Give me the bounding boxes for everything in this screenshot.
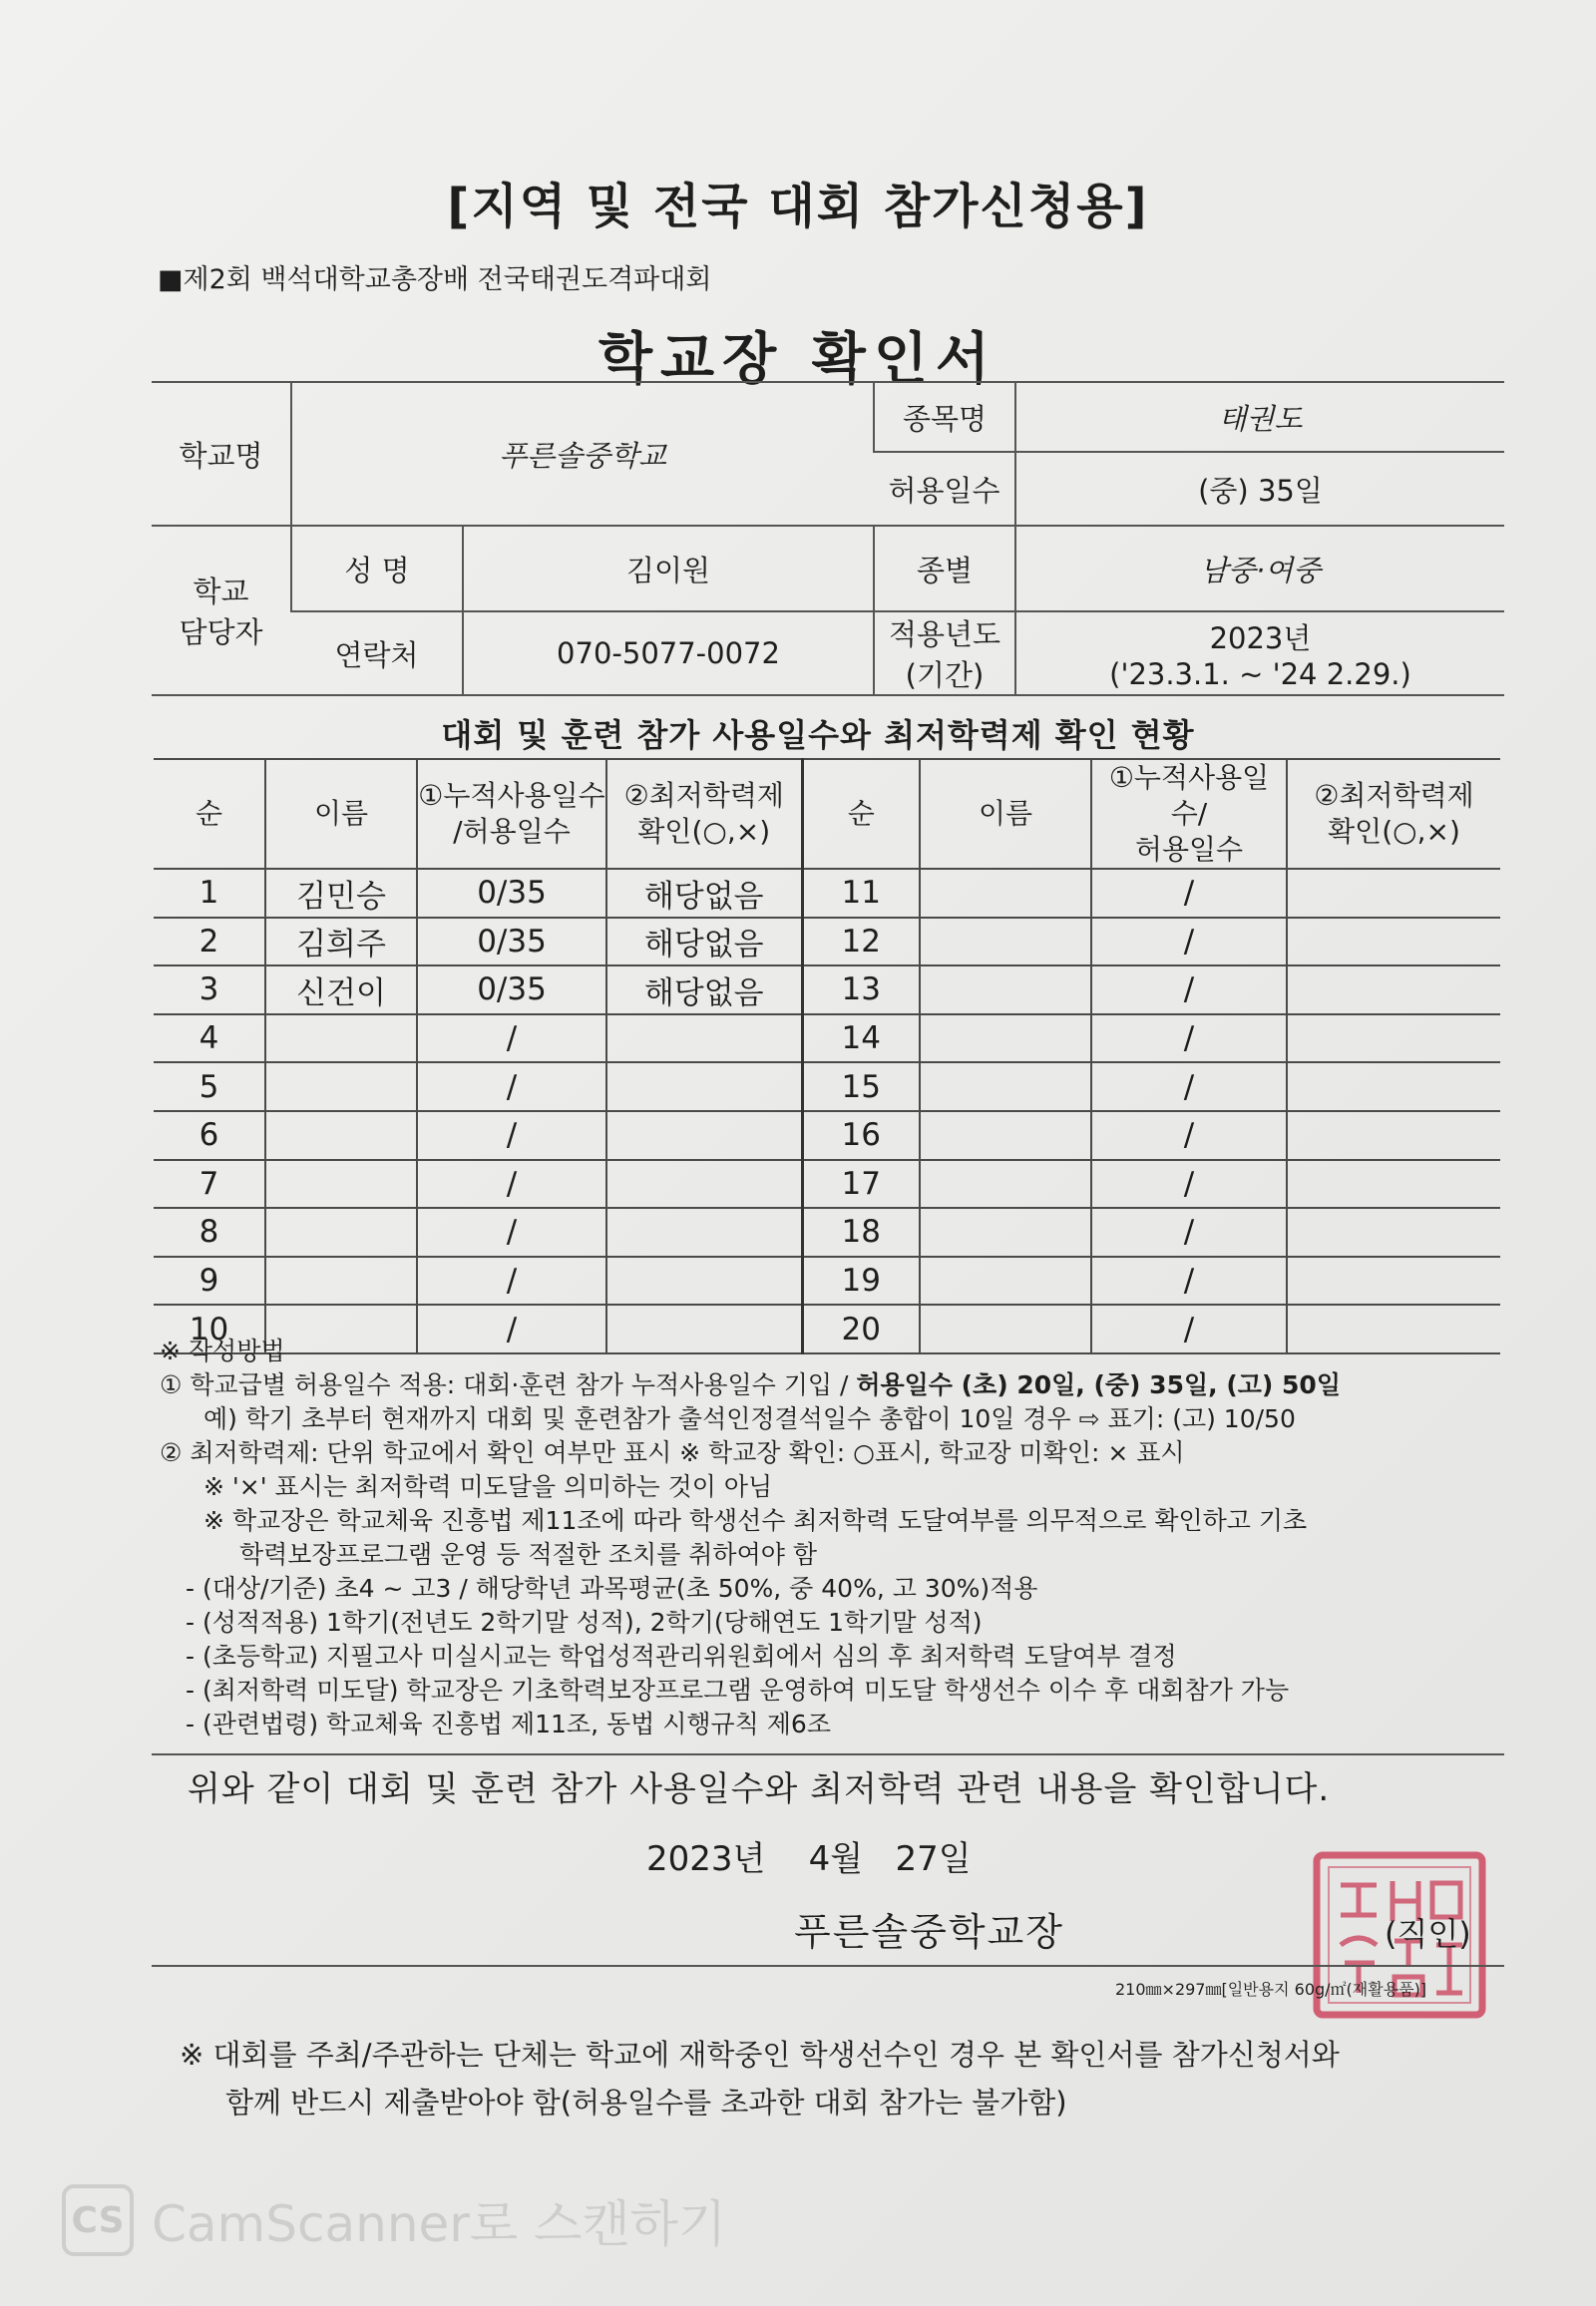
notes-heading: ※ 작성방법 <box>160 1337 285 1365</box>
min-achievement <box>606 1014 802 1063</box>
school-info-table <box>152 381 1504 696</box>
row-no: 3 <box>154 965 265 1014</box>
paper-spec: 210㎜×297㎜[일반용지 60g/㎡(재활용품)] <box>1115 1980 1427 1999</box>
year-value-line1: 2023년 <box>1209 620 1312 655</box>
header-days-right-line2: 허용일수 <box>1134 833 1244 866</box>
row-no-right: 18 <box>802 1208 920 1257</box>
min-achievement <box>606 1257 802 1306</box>
student-name-right <box>920 1014 1091 1063</box>
header-name-right: 이름 <box>920 759 1091 869</box>
seal-label: (직인) <box>1385 1915 1471 1953</box>
name-value: 김이원 <box>463 526 874 611</box>
min-achievement-right <box>1287 1160 1500 1209</box>
min-achievement-right <box>1287 1257 1500 1306</box>
row-no: 4 <box>154 1014 265 1063</box>
student-name: 신건이 <box>265 965 417 1014</box>
min-achievement-right <box>1287 1014 1500 1063</box>
min-achievement-right <box>1287 918 1500 966</box>
min-achievement-right <box>1287 1208 1500 1257</box>
min-achievement: 해당없음 <box>606 918 802 966</box>
table-row <box>154 1160 1500 1209</box>
school-label: 학교명 <box>152 382 291 526</box>
cumulative-days: / <box>417 1062 606 1111</box>
header-no: 순 <box>154 759 265 869</box>
row-no-right: 14 <box>802 1014 920 1063</box>
sport-label: 종목명 <box>874 382 1015 452</box>
table-row <box>154 918 1500 966</box>
student-name-right <box>920 918 1091 966</box>
year-label <box>874 611 1015 695</box>
header-days-line2: /허용일수 <box>453 815 571 848</box>
note-1-text: ① 학교급별 허용일수 적용: 대회·훈련 참가 누적사용일수 기입 / <box>160 1370 857 1399</box>
allowed-days-label: 허용일수 <box>874 452 1015 526</box>
confirmation-text: 위와 같이 대회 및 훈련 참가 사용일수와 최저학력 관련 내용을 확인합니다. <box>188 1769 1331 1809</box>
camscanner-logo-icon: CS <box>62 2184 134 2256</box>
cumulative-days: / <box>417 1305 606 1353</box>
cumulative-days-right: / <box>1091 1305 1287 1353</box>
detail-2: - (성적적용) 1학기(전년도 2학기말 성적), 2학기(당해연도 1학기말 성적) <box>186 1608 983 1637</box>
name-label: 성 명 <box>291 526 463 611</box>
cumulative-days: / <box>417 1257 606 1306</box>
contact-value: 070-5077-0072 <box>463 611 874 695</box>
student-name-right <box>920 1111 1091 1160</box>
min-achievement <box>606 1111 802 1160</box>
cumulative-days-right: / <box>1091 1160 1287 1209</box>
detail-5: - (관련법령) 학교체육 진흥법 제11조, 동법 시행규칙 제6조 <box>186 1710 831 1738</box>
cumulative-days-right: / <box>1091 1111 1287 1160</box>
row-no-right: 12 <box>802 918 920 966</box>
period-value: ('23.3.1. ~ '24 2.29.) <box>1109 656 1411 691</box>
header-days-line1: ①누적사용일수 <box>418 779 605 812</box>
section-title: 대회 및 훈련 참가 사용일수와 최저학력제 확인 현황 <box>441 716 1195 754</box>
student-name <box>265 1160 417 1209</box>
row-no-right: 19 <box>802 1257 920 1306</box>
student-name-right <box>920 1160 1091 1209</box>
note-1-emphasis: 허용일수 (초) 20일, (중) 35일, (고) 50일 <box>856 1370 1341 1399</box>
manager-label-line1: 학교 <box>193 575 249 608</box>
header-min-right-line2: 확인(○,×) <box>1328 815 1460 848</box>
min-achievement: 해당없음 <box>606 965 802 1014</box>
table-row <box>154 1208 1500 1257</box>
student-name: 김민승 <box>265 869 417 918</box>
note-2: ② 최저학력제: 단위 학교에서 확인 여부만 표시 ※ 학교장 확인: ○표시, 학교장 미확인: × 표시 <box>160 1438 1185 1467</box>
contact-label: 연락처 <box>291 611 463 695</box>
detail-4: - (최저학력 미도달) 학교장은 기초학력보장프로그램 운영하여 미도달 학생선수 이수 후 대회참가 가능 <box>186 1676 1290 1705</box>
note-4: ※ 학교장은 학교체육 진흥법 제11조에 따라 학생선수 최저학력 도달여부를 의무적으로 확인하고 기초 <box>203 1506 1308 1535</box>
row-no: 7 <box>154 1160 265 1209</box>
manager-label-line2: 담당자 <box>179 615 263 649</box>
table-row <box>154 1014 1500 1063</box>
row-no: 9 <box>154 1257 265 1306</box>
min-achievement <box>606 1062 802 1111</box>
row-no-right: 17 <box>802 1160 920 1209</box>
row-no: 8 <box>154 1208 265 1257</box>
table-header-row <box>154 759 1500 869</box>
scanner-watermark <box>62 2184 726 2256</box>
student-name <box>265 1062 417 1111</box>
row-no-right: 15 <box>802 1062 920 1111</box>
principal-name: 푸른솔중학교장 <box>794 1910 1064 1954</box>
row-no-right: 13 <box>802 965 920 1014</box>
note-1-example: 예) 학기 초부터 현재까지 대회 및 훈련참가 출석인정결석일수 총합이 10일 경우 ⇨ 표기: (고) 10/50 <box>203 1404 1296 1433</box>
cumulative-days: / <box>417 1111 606 1160</box>
note-4-cont: 학력보장프로그램 운영 등 적절한 조치를 취하여야 함 <box>239 1540 817 1569</box>
table-row <box>154 1111 1500 1160</box>
footnote-line2: 함께 반드시 제출받아야 함(허용일수를 초과한 대회 참가는 불가함) <box>225 2086 1067 2119</box>
student-name-right <box>920 1062 1091 1111</box>
cumulative-days-right: / <box>1091 918 1287 966</box>
cumulative-days-right: / <box>1091 869 1287 918</box>
header-days <box>417 759 606 869</box>
row-no: 10 <box>154 1305 265 1353</box>
issue-date: 2023년 4월 27일 <box>646 1839 972 1879</box>
min-achievement-right <box>1287 1062 1500 1111</box>
event-name: ■제2회 백석대학교총장배 전국태권도격파대회 <box>158 264 712 295</box>
header-min-right <box>1287 759 1500 869</box>
row-no-right: 11 <box>802 869 920 918</box>
row-no-right: 20 <box>802 1305 920 1353</box>
student-name <box>265 1208 417 1257</box>
document-title: 학교장 확인서 <box>598 327 998 392</box>
student-name: 김희주 <box>265 918 417 966</box>
header-min-line2: 확인(○,×) <box>637 815 771 848</box>
watermark-text: CamScanner로 스캔하기 <box>152 2195 727 2253</box>
cumulative-days-right: / <box>1091 1062 1287 1111</box>
row-no: 1 <box>154 869 265 918</box>
table-row <box>154 869 1500 918</box>
row-no: 5 <box>154 1062 265 1111</box>
header-name: 이름 <box>265 759 417 869</box>
detail-3: - (초등학교) 지필고사 미실시교는 학업성적관리위원회에서 심의 후 최저학력 도달여부 결정 <box>186 1642 1177 1671</box>
writing-instructions <box>160 1335 1516 1741</box>
header-min <box>606 759 802 869</box>
header-min-right-line1: ②최저학력제 <box>1314 779 1474 812</box>
note-1 <box>160 1368 1516 1402</box>
cumulative-days: 0/35 <box>417 965 606 1014</box>
student-name-right <box>920 1257 1091 1306</box>
footnote-line1: ※ 대회를 주최/주관하는 단체는 학교에 재학중인 학생선수인 경우 본 확인서를 참가신청서와 <box>180 2038 1340 2072</box>
cumulative-days: / <box>417 1014 606 1063</box>
student-name-right <box>920 1208 1091 1257</box>
row-no-right: 16 <box>802 1111 920 1160</box>
cumulative-days-right: / <box>1091 1257 1287 1306</box>
row-no: 6 <box>154 1111 265 1160</box>
submission-footnote <box>180 2031 1496 2126</box>
header-no-right: 순 <box>802 759 920 869</box>
row-no: 2 <box>154 918 265 966</box>
table-row <box>154 965 1500 1014</box>
table-row <box>154 1062 1500 1111</box>
cumulative-days: / <box>417 1160 606 1209</box>
header-days-right-line1: ①누적사용일수/ <box>1108 761 1270 830</box>
cumulative-days: 0/35 <box>417 918 606 966</box>
student-name <box>265 1014 417 1063</box>
min-achievement-right <box>1287 1111 1500 1160</box>
student-name <box>265 1111 417 1160</box>
header-min-line1: ②최저학력제 <box>623 779 784 812</box>
category-label: 종별 <box>874 526 1015 611</box>
cumulative-days: / <box>417 1208 606 1257</box>
divider-top <box>152 1753 1504 1755</box>
divider-bottom <box>152 1965 1504 1967</box>
min-achievement <box>606 1160 802 1209</box>
document-header: [지역 및 전국 대회 참가신청용] <box>447 179 1149 234</box>
student-name-right <box>920 965 1091 1014</box>
school-value: 푸른솔중학교 <box>291 382 874 526</box>
cumulative-days-right: / <box>1091 965 1287 1014</box>
cumulative-days: 0/35 <box>417 869 606 918</box>
year-label-line1: 적용년도 <box>888 617 1001 651</box>
allowed-days-value: (중) 35일 <box>1015 452 1504 526</box>
student-name <box>265 1257 417 1306</box>
student-name-right <box>920 869 1091 918</box>
category-value: 남중·여중 <box>1015 526 1504 611</box>
min-achievement <box>606 1208 802 1257</box>
note-3: ※ '×' 표시는 최저학력 미도달을 의미하는 것이 아님 <box>203 1472 773 1501</box>
sport-value: 태권도 <box>1015 382 1504 452</box>
cumulative-days-right: / <box>1091 1014 1287 1063</box>
year-label-line2: (기간) <box>905 658 985 692</box>
attendance-rows <box>154 869 1500 1353</box>
header-days-right <box>1091 759 1287 869</box>
manager-label <box>152 526 291 695</box>
cumulative-days-right: / <box>1091 1208 1287 1257</box>
year-value <box>1015 611 1504 695</box>
attendance-table <box>154 758 1500 1354</box>
detail-1: - (대상/기준) 초4 ~ 고3 / 해당학년 과목평균(초 50%, 중 40%, 고 30%)적용 <box>186 1574 1038 1603</box>
table-row <box>154 1257 1500 1306</box>
min-achievement-right <box>1287 869 1500 918</box>
min-achievement: 해당없음 <box>606 869 802 918</box>
min-achievement-right <box>1287 965 1500 1014</box>
